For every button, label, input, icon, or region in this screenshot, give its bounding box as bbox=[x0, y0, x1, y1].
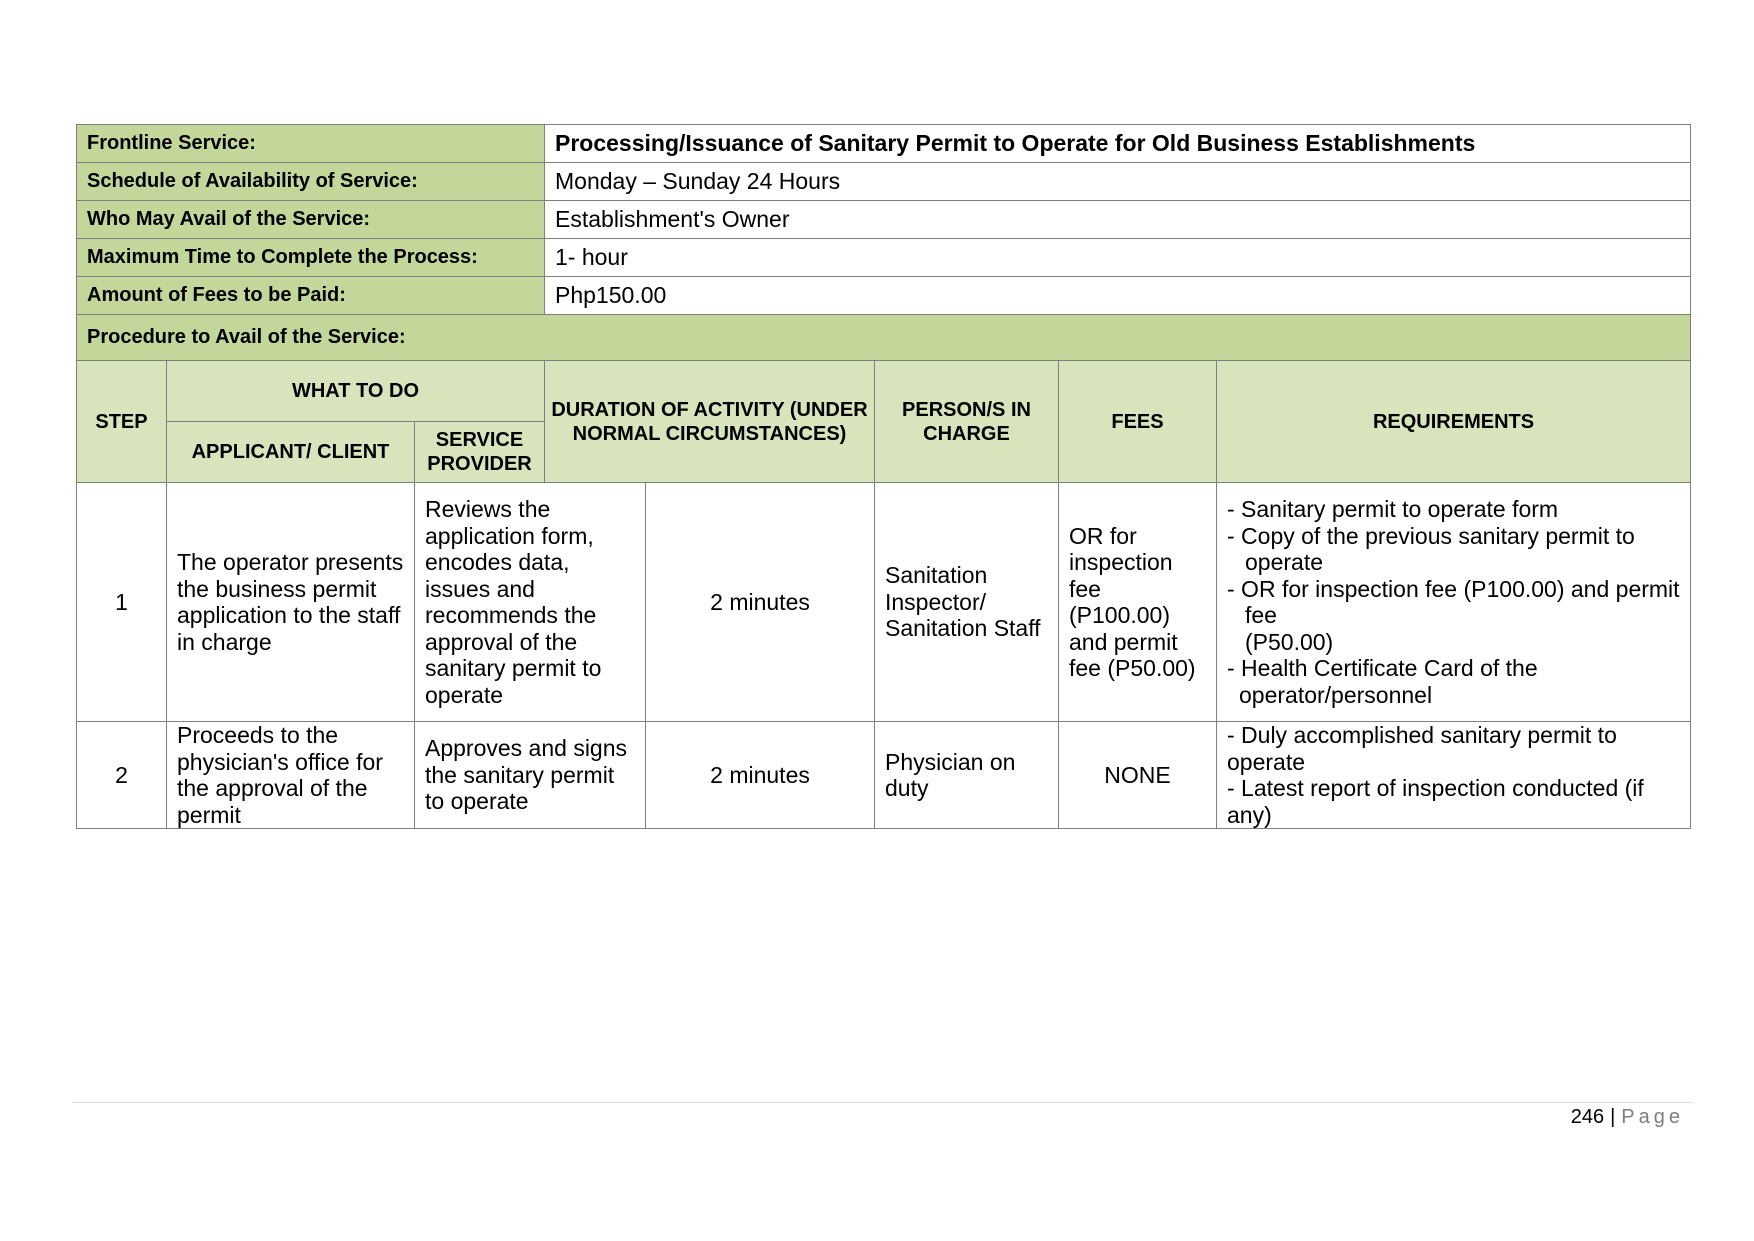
info-value: 1- hour bbox=[545, 239, 1691, 277]
info-label: Frontline Service: bbox=[77, 125, 545, 163]
person-in-charge: Physician on duty bbox=[875, 722, 1059, 829]
citizen-charter-table bbox=[76, 124, 1691, 829]
info-label: Maximum Time to Complete the Process: bbox=[77, 239, 545, 277]
requirement-item: - Sanitary permit to operate form bbox=[1227, 496, 1559, 522]
header-step: STEP bbox=[77, 361, 167, 483]
page-footer bbox=[1571, 1106, 1684, 1129]
header-applicant-client: APPLICANT/ CLIENT bbox=[167, 422, 415, 483]
requirement-item: - Copy of the previous sanitary permit to bbox=[1227, 522, 1635, 549]
info-row-schedule bbox=[77, 163, 1691, 201]
procedure-label: Procedure to Avail of the Service: bbox=[77, 315, 1691, 361]
requirement-item: operator/personnel bbox=[1239, 681, 1433, 708]
info-row-fees bbox=[77, 277, 1691, 315]
info-value: Php150.00 bbox=[545, 277, 1691, 315]
duration: 2 minutes bbox=[646, 722, 875, 829]
footer-divider bbox=[72, 1102, 1692, 1103]
applicant-action: The operator presents the business permit application to the staff in charge bbox=[167, 483, 415, 722]
applicant-action: Proceeds to the physician's office for the approval of the permit bbox=[167, 722, 415, 829]
header-row-top bbox=[77, 361, 1691, 422]
info-label: Schedule of Availability of Service: bbox=[77, 163, 545, 201]
requirement-item: - Latest report of inspection conducted (if any) bbox=[1227, 775, 1644, 828]
footer-separator: | bbox=[1610, 1106, 1616, 1128]
fees: OR for inspection fee (P100.00) and permit fee (P50.00) bbox=[1059, 483, 1217, 722]
header-what-to-do: WHAT TO DO bbox=[167, 361, 545, 422]
procedure-row bbox=[77, 315, 1691, 361]
info-value: Processing/Issuance of Sanitary Permit to Operate for Old Business Establishments bbox=[545, 125, 1691, 163]
requirement-item: - OR for inspection fee (P100.00) and permit bbox=[1227, 575, 1680, 602]
info-value: Monday – Sunday 24 Hours bbox=[545, 163, 1691, 201]
page-number: 246 bbox=[1570, 1106, 1605, 1128]
header-fees: FEES bbox=[1059, 361, 1217, 483]
info-row-who-may-avail bbox=[77, 201, 1691, 239]
info-row-frontline-service bbox=[77, 125, 1691, 163]
header-person-in-charge: PERSON/S IN CHARGE bbox=[875, 361, 1059, 483]
info-label: Who May Avail of the Service: bbox=[77, 201, 545, 239]
info-label: Amount of Fees to be Paid: bbox=[77, 277, 545, 315]
header-duration: DURATION OF ACTIVITY (UNDER NORMAL CIRCUMSTANCES) bbox=[545, 361, 875, 483]
step-number: 1 bbox=[77, 483, 167, 722]
provider-action: Approves and signs the sanitary permit to operate bbox=[415, 722, 646, 829]
requirement-item: - Health Certificate Card of the bbox=[1227, 655, 1538, 681]
requirement-item: - Duly accomplished sanitary permit to operate bbox=[1227, 722, 1617, 775]
page-word: Page bbox=[1621, 1106, 1684, 1128]
fees: NONE bbox=[1059, 722, 1217, 829]
requirements-list bbox=[1217, 483, 1691, 722]
header-requirements: REQUIREMENTS bbox=[1217, 361, 1691, 483]
info-value: Establishment's Owner bbox=[545, 201, 1691, 239]
requirement-item: operate bbox=[1245, 549, 1324, 575]
header-service-provider: SERVICE PROVIDER bbox=[415, 422, 545, 483]
duration: 2 minutes bbox=[646, 483, 875, 722]
requirements-list bbox=[1217, 722, 1691, 829]
requirement-item: fee bbox=[1245, 602, 1277, 628]
provider-action: Reviews the application form, encodes data, issues and recommends the approval of the sanitary permit to operate bbox=[415, 483, 646, 722]
step-number: 2 bbox=[77, 722, 167, 829]
table-row bbox=[77, 483, 1691, 722]
requirement-item: (P50.00) bbox=[1245, 628, 1334, 655]
person-in-charge: Sanitation Inspector/ Sanitation Staff bbox=[875, 483, 1059, 722]
info-row-max-time bbox=[77, 239, 1691, 277]
table-row bbox=[77, 722, 1691, 829]
